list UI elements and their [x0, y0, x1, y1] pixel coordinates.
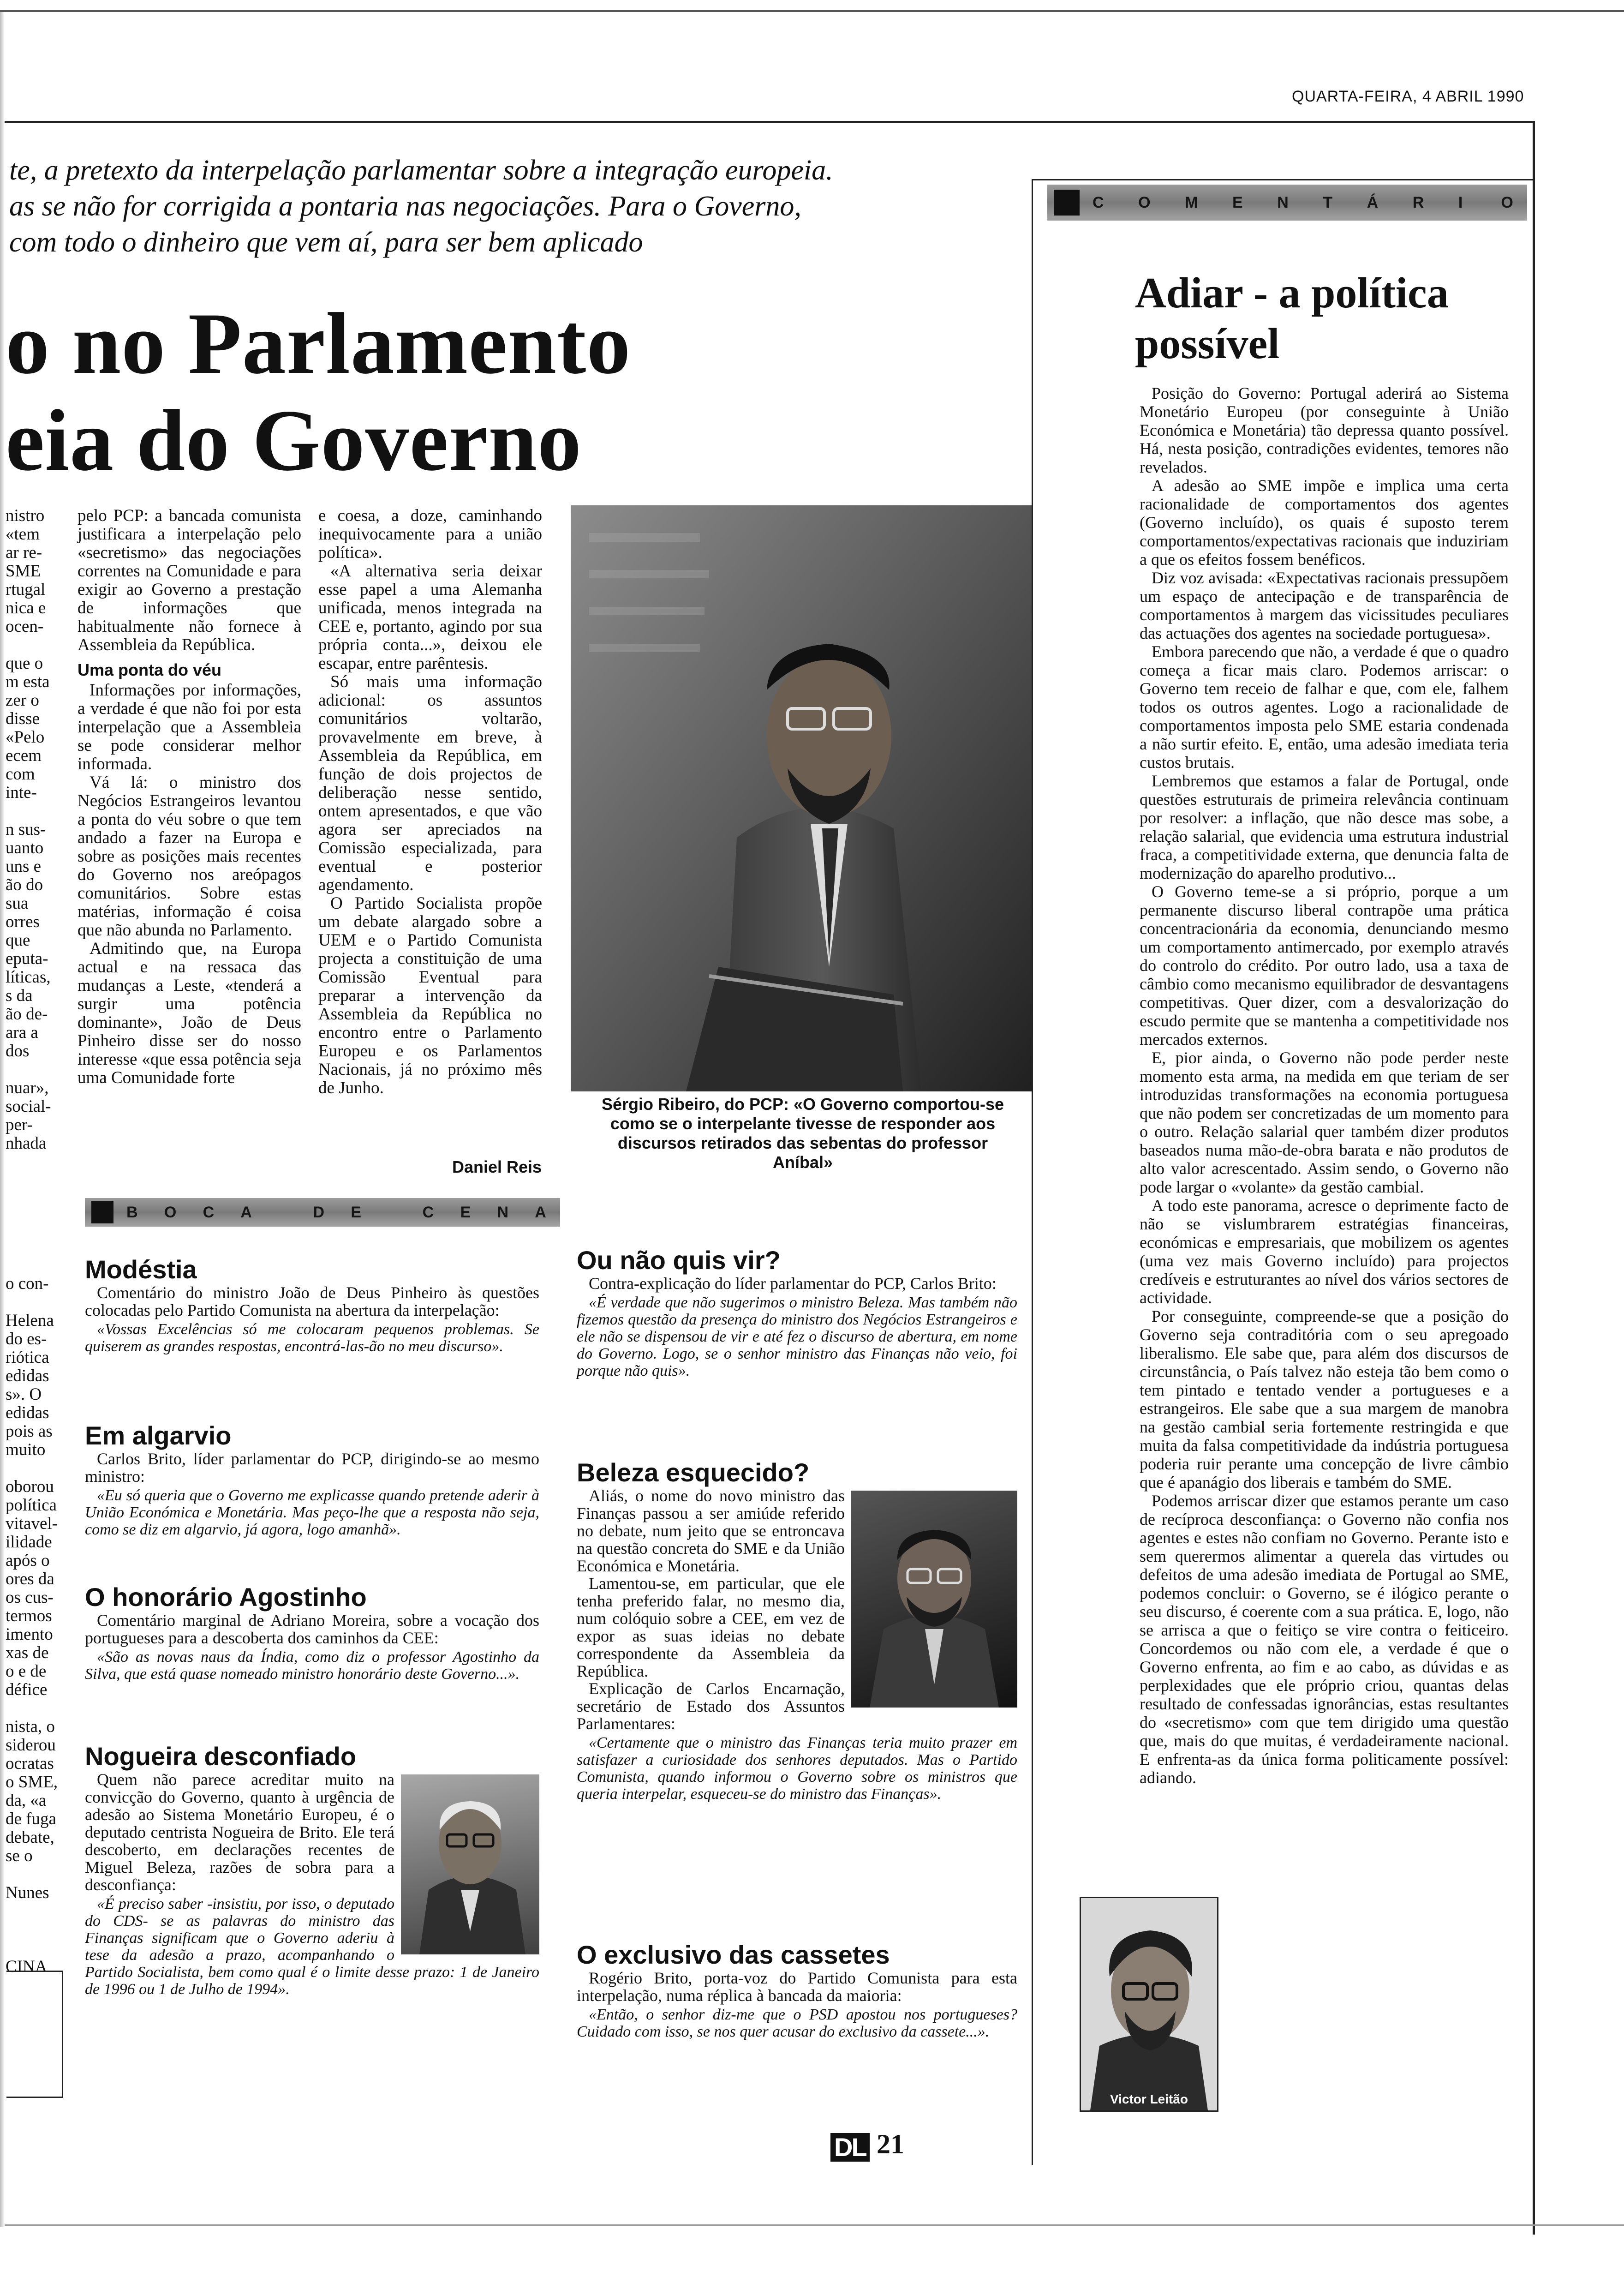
article-subhead: Uma ponta do véu	[78, 660, 222, 679]
column-fragment-line: nista, o	[6, 1717, 55, 1736]
column-fragment-line: vitavel-	[6, 1514, 58, 1533]
column-fragment-line	[6, 1865, 66, 1884]
boca-item-beleza	[577, 1458, 1017, 1803]
column-fragment-line: política	[6, 1496, 57, 1515]
column-fragment-line: Nunes	[6, 1883, 49, 1902]
page-logo: DL	[830, 2133, 870, 2162]
deck-line: as se não for corrigida a pontaria nas negociações. Para o Governo,	[9, 191, 801, 222]
column-fragment-line	[6, 1939, 66, 1958]
column-fragment-line: de fuga	[6, 1810, 56, 1828]
column-fragment-line: n sus-	[6, 820, 46, 839]
band-letter: M	[1185, 193, 1199, 211]
column-fragment-line: s da	[6, 986, 33, 1005]
left-column-fragments	[6, 507, 61, 1153]
column-fragment-line	[6, 1921, 66, 1939]
band-letters	[126, 1204, 547, 1222]
column-fragment-line	[6, 802, 61, 821]
column-fragment-line: social-	[6, 1097, 51, 1116]
column-fragment-line: nica e	[6, 599, 46, 617]
column-fragment-line: Helena	[6, 1311, 54, 1330]
item-lead: Contra-explicação do líder parlamentar do PCP, Carlos Brito:	[589, 1274, 997, 1293]
nogueira-photo	[401, 1774, 539, 1954]
speaker-silhouette	[571, 505, 1033, 1091]
column-fragment-line: ecem	[6, 746, 42, 765]
article-paragraph: Admitindo que, na Europa actual e na ressaca das mudanças a Leste, «tenderá a surgir uma potência dominante», João de Deus Pinheiro disse ser do nosso interesse «que essa potência seja uma Comunidade forte	[78, 939, 301, 1087]
item-lead: Lamentou-se, em particular, que ele tenha preferido falar, no mesmo dia, num colóquio sobre a CEE, em vez de expor as suas ideias no debate correspondente da Assembleia da República.	[577, 1574, 845, 1680]
column-fragment-line: ocen-	[6, 617, 44, 636]
boca-item-modestia	[85, 1255, 539, 1355]
column-fragment-line: o e de	[6, 1662, 47, 1681]
column-fragment-line: uns e	[6, 857, 42, 876]
comentario-paragraph: A todo este panorama, acresce o deprimente facto de não se vislumbrarem estratégias financeiras, económicas e empresariais, que mobilizem os agentes (uma vez mais Governo incluído) para projectos credíveis e estruturantes ao nível dos vários sectores de actividade.	[1140, 1196, 1509, 1307]
column-fragment-line: nistro	[6, 507, 45, 525]
band-letter: O	[164, 1203, 178, 1221]
column-fragment-line: ão do	[6, 875, 43, 894]
article-paragraph: Vá lá: o ministro dos Negócios Estrangeiros levantou a ponta do véu sobre o que tem andado a fazer na Europa e sobre as posições mais recentes do Governo nos areópagos comunitários. Sobre estas matérias, informação é coisa que não abunda no Parlamento.	[78, 773, 301, 940]
band-letter: E	[351, 1203, 363, 1221]
column-fragment-line: pois as	[6, 1422, 53, 1441]
article-column-2	[318, 507, 542, 1097]
band-letter: C	[422, 1203, 435, 1221]
column-fragment-line: SME	[6, 562, 41, 581]
comentario-paragraph: Embora parecendo que não, a verdade é que o quadro começa a ficar mais claro. Podemos arriscar: o Governo tem receio de falhar e que, com ele, falhem todos os outros agentes. Logo a racionalidade de comportamentos imposta pelo SME estaria condenada a não surtir efeito. E, então, uma adesão imediata teria custos brutais.	[1140, 642, 1509, 772]
comentario-text	[1140, 384, 1509, 1787]
article-paragraph: pelo PCP: a bancada comunista justificara a interpelação pelo «secretismo» das negociações correntes na Comunidade e para exigir ao Governo a prestação de informações que habitualmente não fornece à Assembleia da República.	[78, 506, 301, 654]
column-fragment-line	[6, 1459, 66, 1478]
left-column-fragments-lower	[6, 1275, 66, 1976]
item-lead: Comentário do ministro João de Deus Pinheiro às questões colocadas pelo Partido Comunista na abertura da interpelação:	[85, 1283, 539, 1319]
band-letter: N	[497, 1203, 510, 1221]
comentario-paragraph: Lembremos que estamos a falar de Portugal, onde questões estruturais de primeira relevância continuam por resolver: a inflação, que não desce mas sobe, a relação salarial, que evidencia uma estrutura industrial fraca, a competitividade externa, que denuncia falta de modernização do aparelho produtivo...	[1140, 772, 1509, 882]
speaker-photo	[571, 505, 1033, 1091]
boca-de-cena-band	[85, 1198, 560, 1227]
article-paragraph: O Partido Socialista propõe um debate alargado sobre a UEM e o Partido Comunista projecta a constituição de uma Comissão Eventual para preparar a intervenção da Assembleia da República no encontro entre o Parlamento Europeu e os Parlamentos Nacionais, já no próximo mês de Junho.	[318, 894, 542, 1097]
item-title: Modéstia	[85, 1255, 197, 1284]
band-letter: I	[1458, 193, 1464, 211]
band-letter	[388, 1204, 397, 1222]
column-fragment-line: dos	[6, 1042, 30, 1061]
author-name: Victor Leitão	[1110, 2092, 1188, 2106]
deck-line: com todo o dinheiro que vem aí, para ser bem aplicado	[9, 227, 643, 258]
comentario-paragraph: Diz voz avisada: «Expectativas racionais pressupõem um espaço de antecipação e de transparência de comportamentos à margem das vicissitudes peculiares das actuações dos agentes na sociedade portuguesa».	[1140, 569, 1509, 642]
band-letters	[1093, 194, 1514, 212]
column-fragment-line: após o	[6, 1551, 50, 1570]
item-quote: «É verdade que não sugerimos o ministro Beleza. Mas também não fizemos questão da presença do ministro dos Negócios Estrangeiros e ele não se dispensou de vir e até fez o discurso de abertura, em nome do Governo. Logo, se o senhor ministro das Finanças não veio, foi porque não quis».	[577, 1294, 1017, 1379]
column-fragment-line: eputa-	[6, 949, 48, 968]
column-fragment-line: se o	[6, 1846, 33, 1865]
article-paragraph: «A alternativa seria deixar esse papel a uma Alemanha unificada, menos integrada na CEE e, portanto, agindo por sua própria conta...», deixou ele escapar, entre parêntesis.	[318, 562, 542, 673]
column-fragment-line: orres	[6, 912, 40, 931]
column-fragment-line	[6, 1061, 61, 1079]
column-fragment-line: da, «a	[6, 1791, 47, 1810]
beleza-photo	[851, 1491, 1017, 1708]
column-fragment-line: ão de-	[6, 1005, 48, 1024]
column-fragment-line: disse	[6, 709, 40, 728]
item-title: Ou não quis vir?	[577, 1246, 781, 1275]
band-letter: B	[126, 1203, 139, 1221]
item-quote: «Então, o senhor diz-me que o PSD apostou nos portugueses? Cuidado com isso, se nos quer acusar do exclusivo da cassete...».	[577, 2006, 1017, 2040]
headline-line: eia do Governo	[6, 392, 582, 489]
column-fragment-line	[6, 636, 61, 654]
item-lead: Rogério Brito, porta-voz do Partido Comunista para esta interpelação, numa réplica à bancada da maioria:	[577, 1969, 1017, 2005]
column-fragment-line: debate,	[6, 1828, 54, 1847]
column-fragment-line: líticas,	[6, 968, 51, 987]
column-fragment-line: ar re-	[6, 543, 42, 562]
column-fragment-line: o con-	[6, 1275, 49, 1293]
article-paragraph: Informações por informações, a verdade é que não foi por esta interpelação que a Assembleia se pode considerar melhor informada.	[78, 681, 301, 773]
column-fragment-line: s». O	[6, 1385, 42, 1404]
left-edge-shadow	[0, 12, 5, 2227]
column-fragment-line: inte-	[6, 783, 37, 802]
band-letter: R	[1412, 193, 1425, 211]
comentario-paragraph: Podemos arriscar dizer que estamos perante um caso de recíproca desconfiança: o Governo não confia nos agentes e estes não confiam no Governo. Perante isto e sem querermos alimentar a querela das virtudes ou defeitos de uma adesão imediata de Portugal ao SME, podemos concluir: o Governo, se é ilógico perante o seu discurso, é coerente com a sua prática. E, logo, não se arrisca a que o feitiço se vire contra o feiticeiro. Concordemos ou não com ele, a verdade é que o Governo enfrenta, ao fim e ao cabo, as dúvidas e as perplexidades que ele próprio criou, quantas delas resultado de confessadas ignorâncias, estas resultantes do «secretismo» com que tem dirigido uma questão que, mais do que muitas, é verdadeiramente nacional. E enfrenta-as da única forma politicamente possível: adiando.	[1140, 1492, 1509, 1787]
band-letter: A	[535, 1203, 547, 1221]
column-fragment-line: m esta	[6, 672, 50, 691]
boca-item-agostinho	[85, 1583, 539, 1683]
top-edge-line	[0, 10, 1624, 12]
band-letter: E	[1232, 193, 1244, 211]
article-byline: Daniel Reis	[452, 1157, 542, 1176]
band-square	[91, 1201, 113, 1223]
item-quote: «É preciso saber -insistiu, por isso, o deputado do CDS- se as palavras do ministro das Finanças significam que o Governo aderiu à tese da adesão a prazo, acompanhando o Partido Socialista, bem como qual é o limite desse prazo: 1 de Janeiro de 1996 ou 1 de Julho de 1994».	[85, 1895, 539, 1998]
deck-line: te, a pretexto da interpelação parlamentar sobre a integração europeia.	[9, 155, 833, 186]
column-fragment-line: sua	[6, 894, 29, 913]
item-lead: Quem não parece acreditar muito na convicção do Governo, quanto à urgência de adesão ao Sistema Monetário Europeu, é o deputado centrista Nogueira de Brito. Ele terá descoberto, em declarações recentes de Miguel Beleza, razões de sobra para a desconfiança:	[85, 1770, 394, 1894]
column-fragment-line: os cus-	[6, 1588, 54, 1607]
column-fragment-line: «tem	[6, 525, 40, 544]
column-fragment-line: nhada	[6, 1134, 47, 1153]
boca-item-nao-quis-vir	[577, 1246, 1017, 1379]
boca-item-nogueira	[85, 1742, 539, 1998]
left-box-outline	[6, 1971, 63, 2098]
boca-item-cassetes	[577, 1941, 1017, 2040]
comentario-paragraph: A adesão ao SME impõe e implica uma certa racionalidade de comportamentos dos agentes (Governo incluído), os quais é suposto terem comportamentos/expectativas racionais que induziriam a que os efeitos fossem benéficos.	[1140, 476, 1509, 569]
article-deck	[9, 152, 1015, 260]
column-fragment-line: per-	[6, 1115, 33, 1134]
bottom-edge-line	[0, 2224, 1624, 2226]
band-letter: T	[1323, 193, 1334, 211]
item-quote: «São as novas naus da Índia, como diz o professor Agostinho da Silva, que está quase nomeado ministro honorário deste Governo...».	[85, 1648, 539, 1683]
page-date: QUARTA-FEIRA, 4 ABRIL 1990	[1292, 88, 1524, 105]
item-title: Beleza esquecido?	[577, 1458, 810, 1487]
item-title: O exclusivo das cassetes	[577, 1940, 890, 1969]
item-title: O honorário Agostinho	[85, 1582, 367, 1612]
column-fragment-line	[6, 1293, 66, 1312]
band-letter: N	[1277, 193, 1290, 211]
author-photo	[1080, 1897, 1218, 2112]
comentario-title: Adiar - a política possível	[1135, 269, 1449, 368]
column-fragment-line: xas de	[6, 1643, 49, 1662]
comentario-paragraph: Posição do Governo: Portugal aderirá ao Sistema Monetário Europeu (por conseguinte à União Económica e Monetária) tão depressa quanto possível. Há, nesta posição, contradições evidentes, temores não revelados.	[1140, 384, 1509, 476]
column-fragment-line: imento	[6, 1625, 53, 1644]
band-letter: C	[1093, 193, 1105, 211]
column-fragment-line: siderou	[6, 1736, 56, 1755]
item-lead: Carlos Brito, líder parlamentar do PCP, dirigindo-se ao mesmo ministro:	[85, 1450, 539, 1486]
article-headline	[6, 295, 744, 489]
column-fragment-line: défice	[6, 1680, 48, 1699]
headline-line: o no Parlamento	[6, 295, 631, 392]
nogueira-silhouette	[401, 1774, 539, 1954]
comentario-band	[1047, 185, 1527, 221]
item-title: Em algarvio	[85, 1421, 232, 1450]
column-fragment-line: edidas	[6, 1366, 49, 1385]
author-silhouette	[1081, 1898, 1217, 2110]
column-fragment-line: «Pelo	[6, 728, 45, 747]
column-fragment-line: rtugal	[6, 580, 46, 599]
column-fragment-line: edidas	[6, 1403, 49, 1422]
page-number: 21	[877, 2129, 904, 2159]
comentario-paragraph: Por conseguinte, compreende-se que a posição do Governo seja contraditória com o seu apregoado liberalismo. Ele sabe que, para além dos discursos de circunstância, o País talvez não esteja tão bem como o tem pintado e tentado vender a portugueses e a estrangeiros. Ele sabe que a sua margem de manobra na gestão cambial seria fortemente restringida e que muita da falsa competitividade da indústria portuguesa poderia ruir perante uma concepção de livre câmbio que é apanágio dos liberais e também do SME.	[1140, 1307, 1509, 1492]
column-fragment-line: o SME,	[6, 1773, 58, 1792]
band-letter: A	[240, 1203, 253, 1221]
item-quote: «Certamente que o ministro das Finanças teria muito prazer em satisfazer a curiosidade dos senhores deputados. Mas o Partido Comunista, quando informou o Governo sobre os ministros que queria interpelar, esqueceu-se do ministro das Finanças».	[577, 1734, 1017, 1803]
band-square	[1054, 190, 1080, 216]
beleza-silhouette	[851, 1491, 1017, 1708]
frame-top-line	[0, 121, 1535, 123]
column-fragment-line: com	[6, 765, 35, 784]
band-letter: O	[1501, 193, 1514, 211]
item-quote: «Vossas Excelências só me colocaram pequenos problemas. Se quiserem as grandes respostas, encontrá-las-ão no meu discurso».	[85, 1321, 539, 1355]
column-fragment-line: que	[6, 931, 30, 950]
column-fragment-line: ara a	[6, 1023, 38, 1042]
column-fragment-line: ores da	[6, 1570, 54, 1588]
column-fragment-line: oborou	[6, 1477, 54, 1496]
column-fragment-line: ocratas	[6, 1754, 54, 1773]
item-title: Nogueira desconfiado	[85, 1742, 357, 1771]
item-quote: «Eu só queria que o Governo me explicasse quando pretende aderir à União Económica e Monetária. Mas peço-lhe que a resposta não seja, como se diz em algarvio, já agora, logo amanhã».	[85, 1487, 539, 1538]
column-fragment-line: uanto	[6, 839, 44, 857]
column-fragment-line: que o	[6, 654, 43, 673]
band-letter: C	[203, 1203, 215, 1221]
photo-caption: Sérgio Ribeiro, do PCP: «O Governo comportou-se como se o interpelante tivesse de responder aos discursos retirados das sebentas do professor Aníbal»	[601, 1095, 1004, 1172]
band-letter: D	[313, 1203, 326, 1221]
band-letter	[278, 1204, 287, 1222]
article-paragraph: Só mais uma informação adicional: os assuntos comunitários voltarão, provavelmente em breve, à Assembleia da República, em função de dois projectos de deliberação nesse sentido, ontem apresentados, e que vão agora ser apreciados na Comissão especializada, para eventual e posterior agendamento.	[318, 672, 542, 894]
column-fragment-line: ilidade	[6, 1533, 52, 1552]
item-lead: Comentário marginal de Adriano Moreira, sobre a vocação dos portugueses para a descoberta dos caminhos da CEE:	[85, 1611, 539, 1647]
column-fragment-line: CINA	[6, 1957, 48, 1976]
column-fragment-line	[6, 1902, 66, 1921]
column-fragment-line: riótica	[6, 1348, 49, 1367]
article-column-1	[78, 507, 301, 1087]
comentario-paragraph: E, pior ainda, o Governo não pode perder neste momento esta arma, na medida em que teriam de ser introduzidas transformações na economia portuguesa que não podem ser concretizadas de um momento para o outro. Relação salarial quer também dizer produtos baseados numa mão-de-obra barata e não produtos de alto valor acrescentado. Assim sendo, o Governo não pode largar o «volante» da gestão cambial.	[1140, 1049, 1509, 1196]
boca-item-algarvio	[85, 1421, 539, 1538]
comentario-paragraph: O Governo teme-se a si próprio, porque a um permanente discurso liberal contrapõe uma prática concentracionária da economia, denunciando mesmo um comportamento antimercado, por exemplo através do controlo do crédito. Por outro lado, usa a taxa de câmbio como mecanismo equilibrador de desvantagens competitivas. Quer dizer, com a desvalorização do escudo permite que se mantenha a competitividade nos mercados externos.	[1140, 882, 1509, 1049]
column-fragment-line: nuar»,	[6, 1079, 49, 1097]
article-paragraph: e coesa, a doze, caminhando inequivocamente para a união política».	[318, 506, 542, 562]
column-fragment-line: termos	[6, 1606, 52, 1625]
band-letter: O	[1138, 193, 1152, 211]
column-fragment-line: do es-	[6, 1330, 47, 1348]
item-lead: Aliás, o nome do novo ministro das Finanças passou a ser amiúde referido no debate, num jeito que se entroncava na questão concreta do SME e da União Económica e Monetária.	[577, 1486, 845, 1575]
item-lead: Explicação de Carlos Encarnação, secretário de Estado dos Assuntos Parlamentares:	[577, 1679, 845, 1733]
column-fragment-line: zer o	[6, 691, 39, 710]
band-letter: Á	[1367, 193, 1379, 211]
band-letter: E	[460, 1203, 472, 1221]
column-fragment-line	[6, 1699, 66, 1718]
column-fragment-line: muito	[6, 1440, 46, 1459]
